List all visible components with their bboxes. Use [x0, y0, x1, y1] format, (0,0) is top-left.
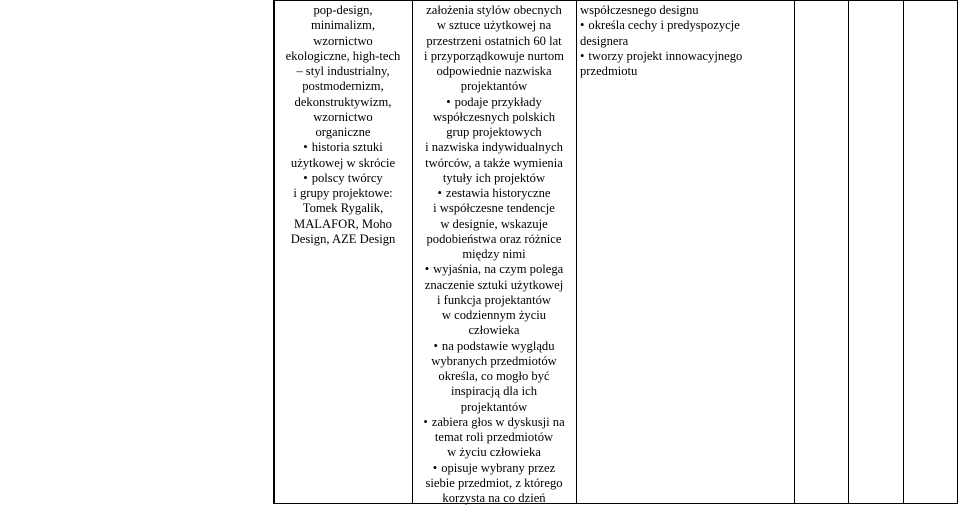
text-line: współczesnych polskich	[432, 109, 556, 124]
bullet-list-line: • tworzy projekt innowacyjnego	[580, 49, 790, 64]
text-line: i grupy projektowe:	[293, 186, 393, 200]
bullet-list-line: • zabiera głos w dyskusji na	[415, 415, 573, 430]
text-line: tytuły ich projektów	[442, 170, 546, 185]
text-line: pop-design,	[313, 3, 373, 17]
bullet-list-line: • historia sztuki	[276, 140, 410, 155]
text-line: Design, AZE Design	[290, 231, 396, 246]
text-line: w codziennym życiu	[441, 308, 547, 322]
cell-learning-outcomes	[415, 3, 573, 506]
text-line: wzornictwo	[313, 109, 373, 124]
text-line: i przyporządkowuje nurtom	[424, 48, 564, 63]
text-line: grup projektowych	[446, 125, 542, 139]
text-line: siebie przedmiot, z którego	[425, 475, 563, 490]
text-line: wzornictwo	[313, 33, 373, 48]
text-line: znaczenie sztuki użytkowej	[424, 277, 564, 292]
bullet-list-line: • zestawia historyczne	[415, 186, 573, 201]
text-line: twórców, a także wymienia	[425, 155, 563, 170]
text-line: w życiu człowieka	[447, 445, 541, 460]
column-divider	[576, 0, 577, 504]
text-line: projektantów	[460, 399, 528, 414]
text-line: designera	[580, 33, 629, 48]
text-line: wybranych przedmiotów	[431, 353, 557, 368]
text-line: Tomek Rygalik,	[302, 201, 384, 216]
text-line: dekonstruktywizm,	[294, 94, 392, 109]
bullet-list-line: • podaje przykłady	[415, 95, 573, 110]
text-line: w sztuce użytkowej na	[436, 18, 552, 33]
bullet-list-line: • polscy twórcy	[276, 171, 410, 186]
column-divider	[412, 0, 413, 504]
text-line: ekologiczne, high-tech	[285, 48, 401, 63]
text-line: współczesnego designu	[580, 3, 699, 17]
table-border-right	[957, 0, 958, 504]
column-divider	[903, 0, 904, 504]
table-border-top	[273, 0, 958, 1]
bullet-list-line: • na podstawie wyglądu	[415, 339, 573, 354]
text-line: użytkowej w skrócie	[290, 155, 396, 170]
text-line: korzysta na co dzień	[442, 491, 546, 505]
text-line: postmodernizm,	[302, 79, 384, 94]
text-line: podobieństwa oraz różnice	[426, 231, 562, 246]
text-line: organiczne	[315, 125, 371, 139]
bullet-list-line: • opisuje wybrany przez	[415, 461, 573, 476]
text-line: między nimi	[462, 247, 526, 261]
bullet-list-line: • określa cechy i predyspozycje	[580, 18, 790, 33]
column-divider	[794, 0, 795, 504]
text-line: MALAFOR, Moho	[294, 216, 392, 231]
text-line: określa, co mogło być	[438, 369, 550, 383]
text-line: temat roli przedmiotów	[434, 430, 554, 444]
text-line: i współczesne tendencje	[433, 201, 555, 216]
text-line: minimalizm,	[310, 18, 375, 33]
text-line: i nazwiska indywidualnych	[425, 140, 563, 155]
cell-extended-outcomes	[580, 3, 790, 79]
text-line: inspiracją dla ich	[450, 384, 538, 399]
text-line: człowieka	[468, 323, 520, 338]
text-line: w designie, wskazuje	[440, 216, 548, 231]
column-divider	[848, 0, 849, 504]
text-line: przedmiotu	[580, 64, 638, 78]
table-border-left	[273, 0, 275, 504]
text-line: odpowiednie nazwiska	[436, 64, 552, 78]
text-line: projektantów	[460, 79, 528, 94]
text-line: przestrzeni ostatnich 60 lat	[426, 33, 562, 48]
cell-content-topics	[276, 3, 410, 247]
text-line: – styl industrialny,	[296, 64, 390, 78]
text-line: założenia stylów obecnych	[426, 3, 562, 17]
text-line: i funkcja projektantów	[436, 292, 551, 307]
bullet-list-line: • wyjaśnia, na czym polega	[415, 262, 573, 277]
